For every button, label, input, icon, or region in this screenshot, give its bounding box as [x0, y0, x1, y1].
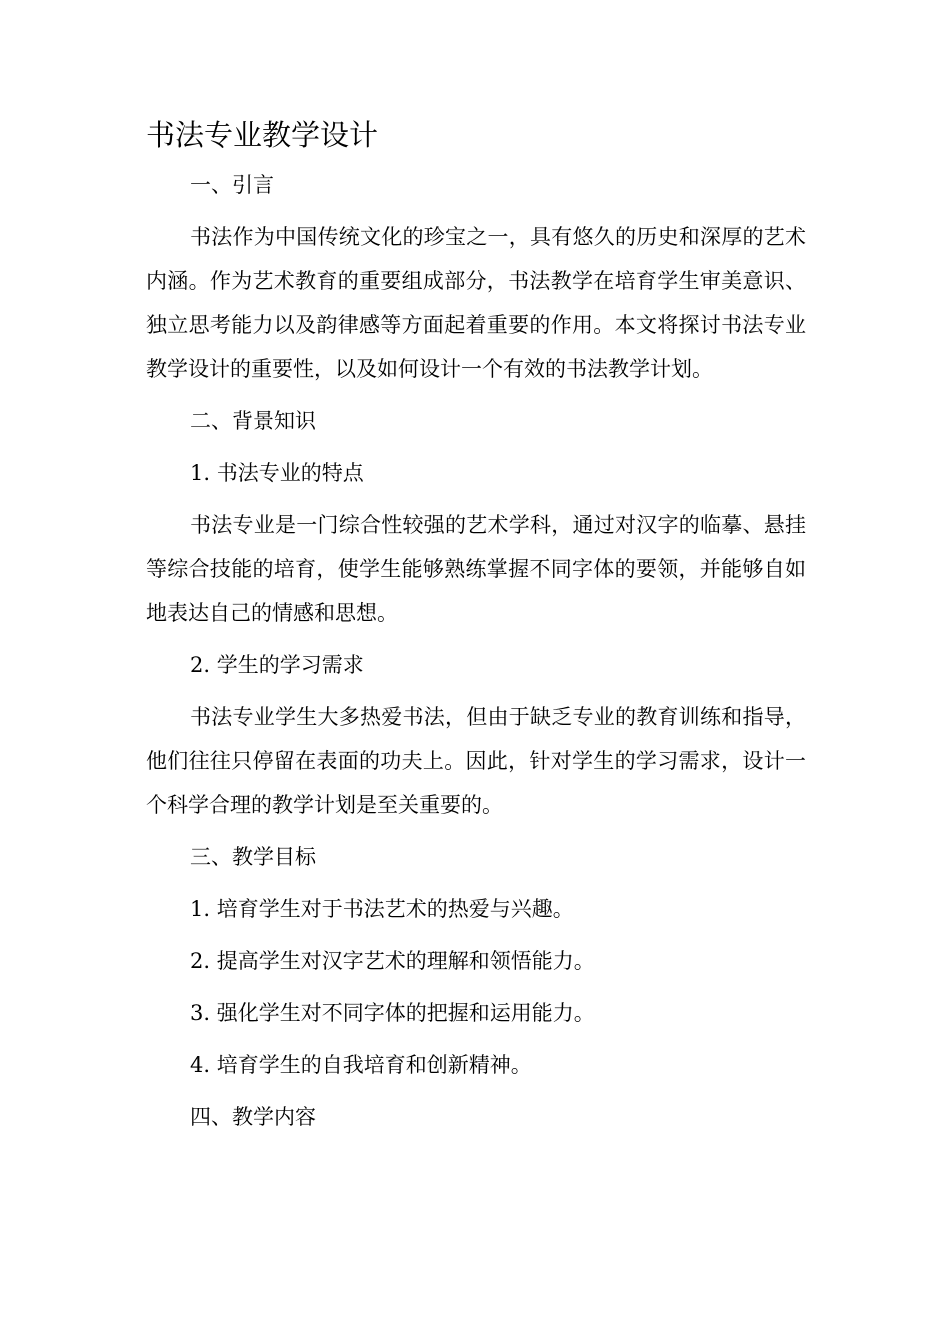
student-needs-paragraph: 书法专业学生大多热爱书法，但由于缺乏专业的教育训练和指导，他们往往只停留在表面的功夫上。因此，针对学生的学习需求，设计一个科学合理的教学计划是至关重要的。	[146, 705, 806, 817]
goal-item-1: 1. 培育学生对于书法艺术的热爱与兴趣。	[190, 897, 574, 921]
document-title: 书法专业教学设计	[146, 118, 379, 152]
subheading-calligraphy-features: 1. 书法专业的特点	[190, 461, 364, 485]
section-heading-intro: 一、引言	[190, 173, 274, 197]
section-heading-content: 四、教学内容	[190, 1105, 316, 1129]
goal-item-2: 2. 提高学生对汉字艺术的理解和领悟能力。	[190, 949, 595, 973]
calligraphy-features-paragraph: 书法专业是一门综合性较强的艺术学科，通过对汉字的临摹、悬挂等综合技能的培育，使学生能够熟练掌握不同字体的要领，并能够自如地表达自己的情感和思想。	[146, 513, 806, 625]
document-body	[146, 163, 806, 1147]
intro-paragraph: 书法作为中国传统文化的珍宝之一，具有悠久的历史和深厚的艺术内涵。作为艺术教育的重要组成部分，书法教学在培育学生审美意识、独立思考能力以及韵律感等方面起着重要的作用。本文将探讨书法专业教学设计的重要性，以及如何设计一个有效的书法教学计划。	[146, 225, 806, 381]
goal-item-3: 3. 强化学生对不同字体的把握和运用能力。	[190, 1001, 595, 1025]
section-heading-goals: 三、教学目标	[190, 845, 316, 869]
subheading-student-needs: 2. 学生的学习需求	[190, 653, 364, 677]
goal-item-4: 4. 培育学生的自我培育和创新精神。	[190, 1053, 532, 1077]
section-heading-background: 二、背景知识	[190, 409, 316, 433]
